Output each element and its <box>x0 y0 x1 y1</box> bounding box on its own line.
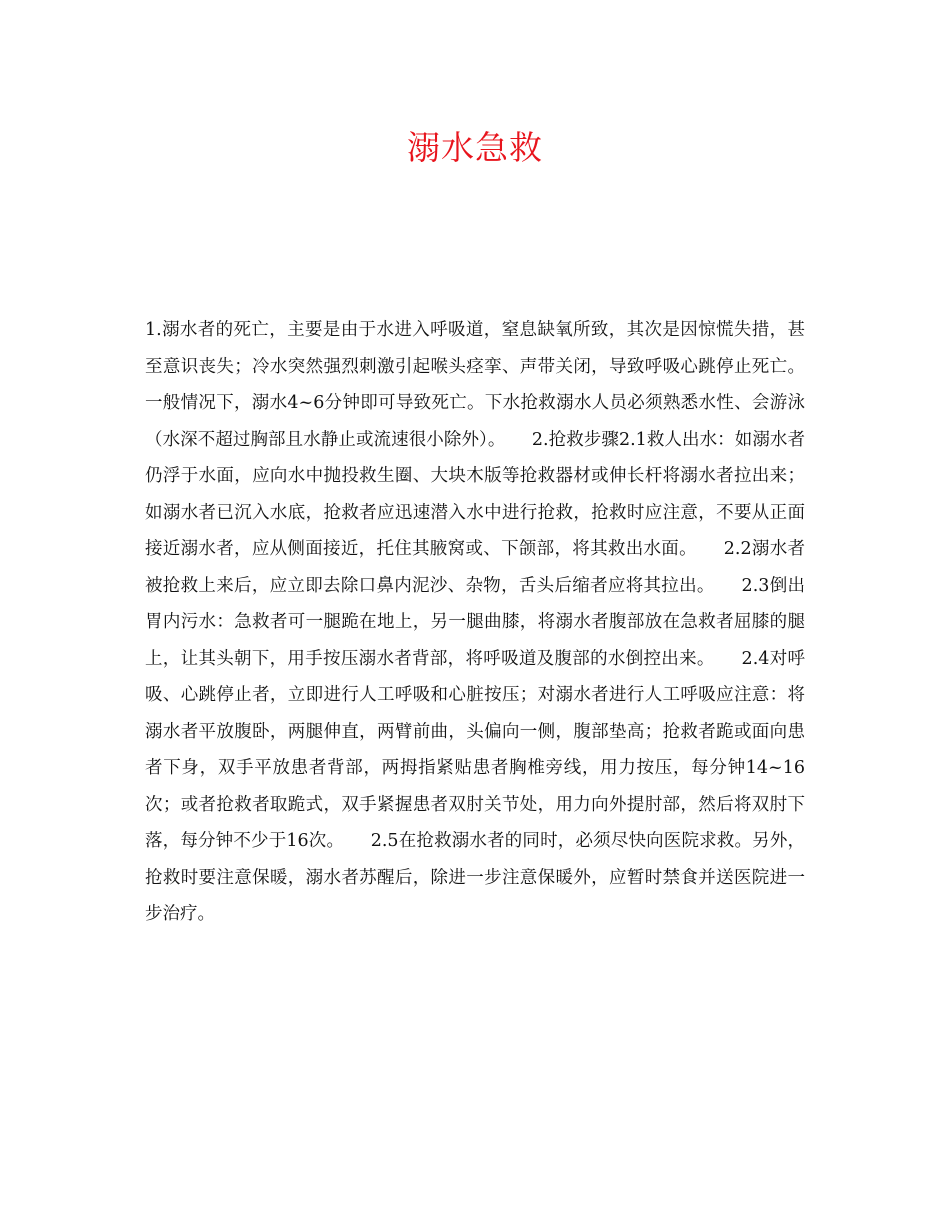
document-body: 1.溺水者的死亡，主要是由于水进入呼吸道，窒息缺氧所致，其次是因惊慌失措，甚至意识丧失；冷水突然强烈刺激引起喉头痉挛、声带关闭，导致呼吸心跳停止死亡。一般情况下，溺水4~6分钟即可导致死亡。下水抢救溺水人员必须熟悉水性、会游泳（水深不超过胸部且水静止或流速很小除外）。 2.抢救步骤2.1救人出水：如溺水者仍浮于水面，应向水中抛投救生圈、大块木版等抢救器材或伸长杆将溺水者拉出来；如溺水者已沉入水底，抢救者应迅速潜入水中进行抢救，抢救时应注意，不要从正面接近溺水者，应从侧面接近，托住其腋窝或、下颌部，将其救出水面。 2.2溺水者被抢救上来后，应立即去除口鼻内泥沙、杂物，舌头后缩者应将其拉出。 2.3倒出胃内污水：急救者可一腿跪在地上，另一腿曲膝，将溺水者腹部放在急救者屈膝的腿上，让其头朝下，用手按压溺水者背部，将呼吸道及腹部的水倒控出来。 2.4对呼吸、心跳停止者，立即进行人工呼吸和心脏按压；对溺水者进行人工呼吸应注意：将溺水者平放腹卧，两腿伸直，两臂前曲，头偏向一侧，腹部垫高；抢救者跪或面向患者下身，双手平放患者背部，两拇指紧贴患者胸椎旁线，用力按压，每分钟14~16次；或者抢救者取跪式，双手紧握患者双肘关节处，用力向外提肘部，然后将双肘下落，每分钟不少于16次。 2.5在抢救溺水者的同时，必须尽快向医院求救。另外，抢救时要注意保暖，溺水者苏醒后，除进一步注意保暖外，应暂时禁食并送医院进一步治疗。 <box>145 320 805 924</box>
document-title: 溺水急救 <box>407 128 543 167</box>
